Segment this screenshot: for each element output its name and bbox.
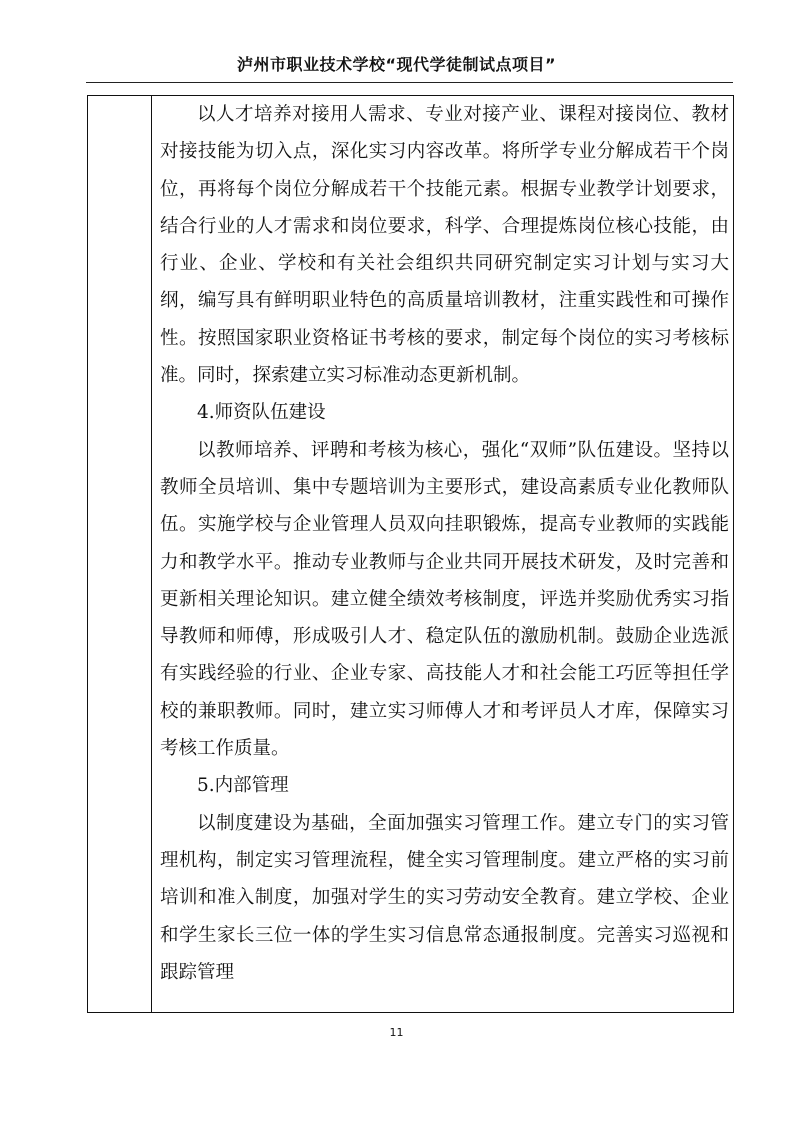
page-number: 11 xyxy=(389,1026,404,1039)
section-heading-teacher-team: 4.师资队伍建设 xyxy=(197,402,326,424)
paragraph-curriculum-reform: 以人才培养对接用人需求、专业对接产业、课程对接岗位、教材对接技能为切入点，深化实习内容改革。将所学专业分解成若干个岗位，再将每个岗位分解成若干个技能元素。根据专业教学计划要求，结合行业的人才需求和岗位要求，科学、合理提炼岗位核心技能，由行业、企业、学校和有关社会组织共同研究制定实习计划与实习大纲，编写具有鲜明职业特色的高质量培训教材，注重实践性和可操作性。按照国家职业资格证书考核的要求，制定每个岗位的实习考核标准。同时，探索建立实习标准动态更新机制。 xyxy=(160,104,729,387)
page-header-title: 泸州市职业技术学校“现代学徒制试点项目” xyxy=(236,55,557,74)
header-rule xyxy=(86,82,733,83)
table-content-cell xyxy=(152,96,734,991)
section-heading-internal-management: 5.内部管理 xyxy=(197,775,289,797)
paragraph-teacher-team: 以教师培养、评聘和考核为核心，强化“双师”队伍建设。坚持以教师全员培训、集中专题培训为主要形式，建设高素质专业化教师队伍。实施学校与企业管理人员双向挂职锻炼，提高专业教师的实践能力和教学水平。推动专业教师与企业共同开展技术研发，及时完善和更新相关理论知识。建立健全绩效考核制度，评选并奖励优秀实习指导教师和师傅，形成吸引人才、稳定队伍的激励机制。鼓励企业选派有实践经验的行业、企业专家、高技能人才和社会能工巧匠等担任学校的兼职教师。同时，建立实习师傅人才和考评员人才库，保障实习考核工作质量。 xyxy=(160,439,729,760)
paragraph-internal-management: 以制度建设为基础，全面加强实习管理工作。建立专门的实习管理机构，制定实习管理流程，健全实习管理制度。建立严格的实习前培训和准入制度，加强对学生的实习劳动安全教育。建立学校、企业和学生家长三位一体的学生实习信息常态通报制度。完善实习巡视和跟踪管理 xyxy=(160,812,729,983)
